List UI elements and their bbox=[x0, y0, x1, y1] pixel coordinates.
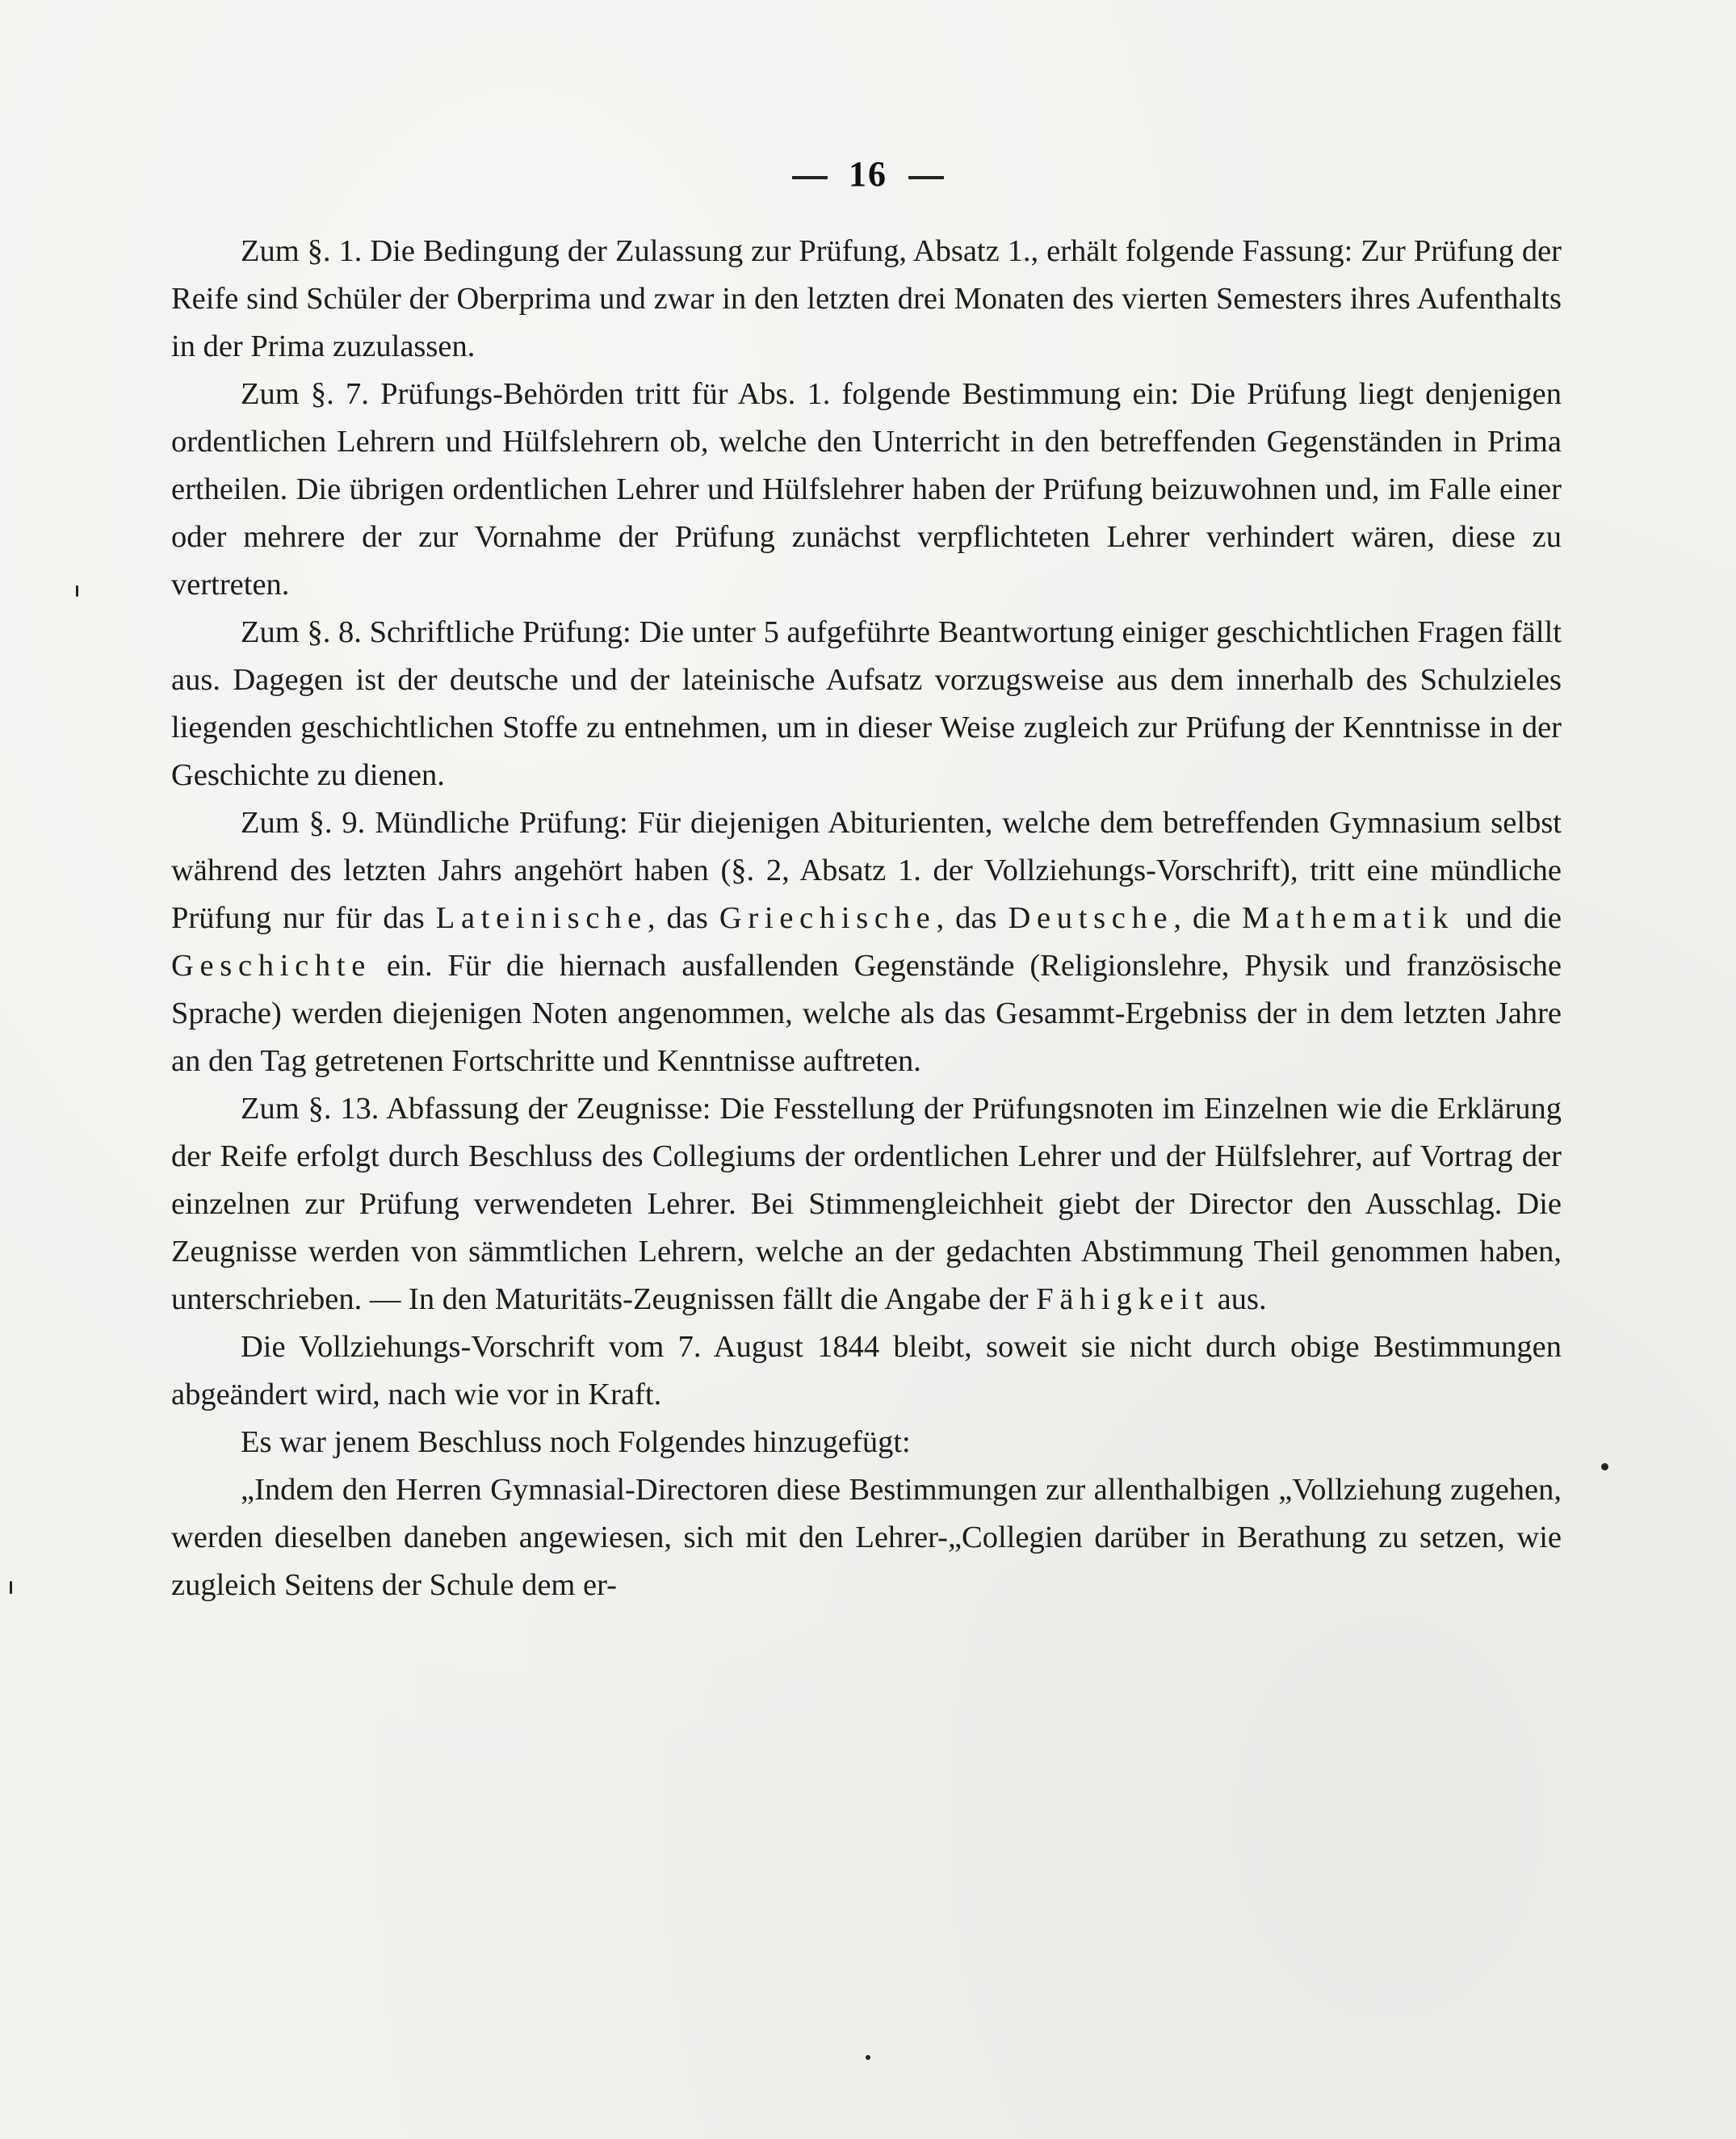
separator: , das bbox=[936, 901, 1008, 935]
paragraph-quotation: „Indem den Herren Gymnasial-Directoren diese Bestimmungen zur allenthalbigen „Vollziehung zugehen, werden dieselben daneben angewiesen, sich mit den Lehrer-„Collegien darüber in Berathung zu setzen, wie zugleich Seitens der Schule dem er- bbox=[171, 1473, 1562, 1602]
page-number bbox=[0, 153, 1736, 195]
paragraph-vollziehungs-vorschrift: Die Vollziehungs-Vorschrift vom 7. August 1844 bleibt, soweit sie nicht durch obige Bestimmungen abgeändert wird, nach wie vor in Kraft. bbox=[171, 1330, 1562, 1411]
paragraph-zum-9 bbox=[171, 799, 1562, 1085]
term-faehigkeit: Fähigkeit bbox=[1036, 1282, 1210, 1316]
ink-speck bbox=[76, 585, 78, 597]
subject-deutsche: Deutsche bbox=[1008, 901, 1174, 935]
paragraph-zum-13-intro: Zum §. 13. Abfassung der Zeugnisse: Die Fesstellung der Prüfungsnoten im Einzelnen wie die Erklärung der Reife erfolgt durch Beschluss des Collegiums der ordentlichen Lehrer und der Hülfslehrer, auf Vortrag der einzelnen zur Prüfung verwendeten Lehrer. Bei Stimmengleichheit giebt der Director den Ausschlag. Die Zeugnisse werden von sämmtlichen Lehrern, welche an der gedachten Abstimmung Theil genommen haben, unterschrieben. — In den Maturitäts-Zeugnissen fällt die Angabe der bbox=[171, 1092, 1562, 1316]
separator: , die bbox=[1173, 901, 1243, 935]
subject-griechische: Griechische bbox=[719, 901, 937, 935]
separator: und die bbox=[1454, 901, 1562, 935]
paragraph-zum-8: Zum §. 8. Schriftliche Prüfung: Die unter 5 aufgeführte Beantwortung einiger geschichtlichen Fragen fällt aus. Dagegen ist der deutsche und der lateinische Aufsatz vorzugsweise aus dem innerhalb des Schulzieles liegenden geschichtlichen Stoffe zu entnehmen, um in dieser Weise zugleich zur Prüfung der Kenntnisse in der Geschichte zu dienen. bbox=[171, 615, 1562, 792]
page-number-text: 16 bbox=[849, 154, 887, 194]
subject-mathematik: Mathematik bbox=[1242, 901, 1455, 935]
ink-speck bbox=[866, 2055, 870, 2060]
paragraph-beschluss-zusatz: Es war jenem Beschluss noch Folgendes hinzugefügt: bbox=[241, 1425, 911, 1459]
paragraph-zum-1: Zum §. 1. Die Bedingung der Zulassung zur Prüfung, Absatz 1., erhält folgende Fassung: Zur Prüfung der Reife sind Schüler der Oberprima und zwar in den letzten drei Monaten des vierten Semesters ihres Aufenthalts in der Prima zuzulassen. bbox=[171, 234, 1562, 363]
paragraph-zum-9-intro: Zum §. 9. Mündliche Prüfung: Für diejenigen Abiturienten, welche dem betreffenden Gymnasium selbst während des letzten Jahrs angehört haben (§. 2, Absatz 1. der Vollziehungs-Vorschrift), tritt eine mündliche Prüfung nur für das bbox=[171, 806, 1562, 935]
left-dash bbox=[792, 176, 828, 179]
ink-speck bbox=[10, 1581, 12, 1594]
right-dash bbox=[908, 176, 944, 179]
body-text bbox=[171, 228, 1562, 1609]
paragraph-zum-9-rest: ein. Für die hiernach ausfallenden Gegenstände (Religionslehre, Physik und französische Sprache) werden diejenigen Noten angenommen, welche als das Gesammt-Ergebniss der in dem letzten Jahre an den Tag getretenen Fortschritte und Kenntnisse auftreten. bbox=[171, 949, 1562, 1078]
ink-speck bbox=[1601, 1463, 1608, 1470]
paragraph-zum-13 bbox=[171, 1085, 1562, 1323]
paragraph-zum-7: Zum §. 7. Prüfungs-Behörden tritt für Abs. 1. folgende Bestimmung ein: Die Prüfung liegt denjenigen ordentlichen Lehrern und Hülfslehrern ob, welche den Unterricht in den betreffenden Gegenständen in Prima ertheilen. Die übrigen ordentlichen Lehrer und Hülfslehrer haben der Prüfung beizuwohnen und, im Falle einer oder mehrere der zur Vornahme der Prüfung zunächst verpflichteten Lehrer verhindert wären, diese zu vertreten. bbox=[171, 377, 1562, 602]
paragraph-zum-13-rest: aus. bbox=[1210, 1282, 1267, 1316]
subject-geschichte: Geschichte bbox=[171, 949, 372, 983]
subject-lateinische: Lateinische bbox=[435, 901, 648, 935]
separator: , das bbox=[647, 901, 719, 935]
